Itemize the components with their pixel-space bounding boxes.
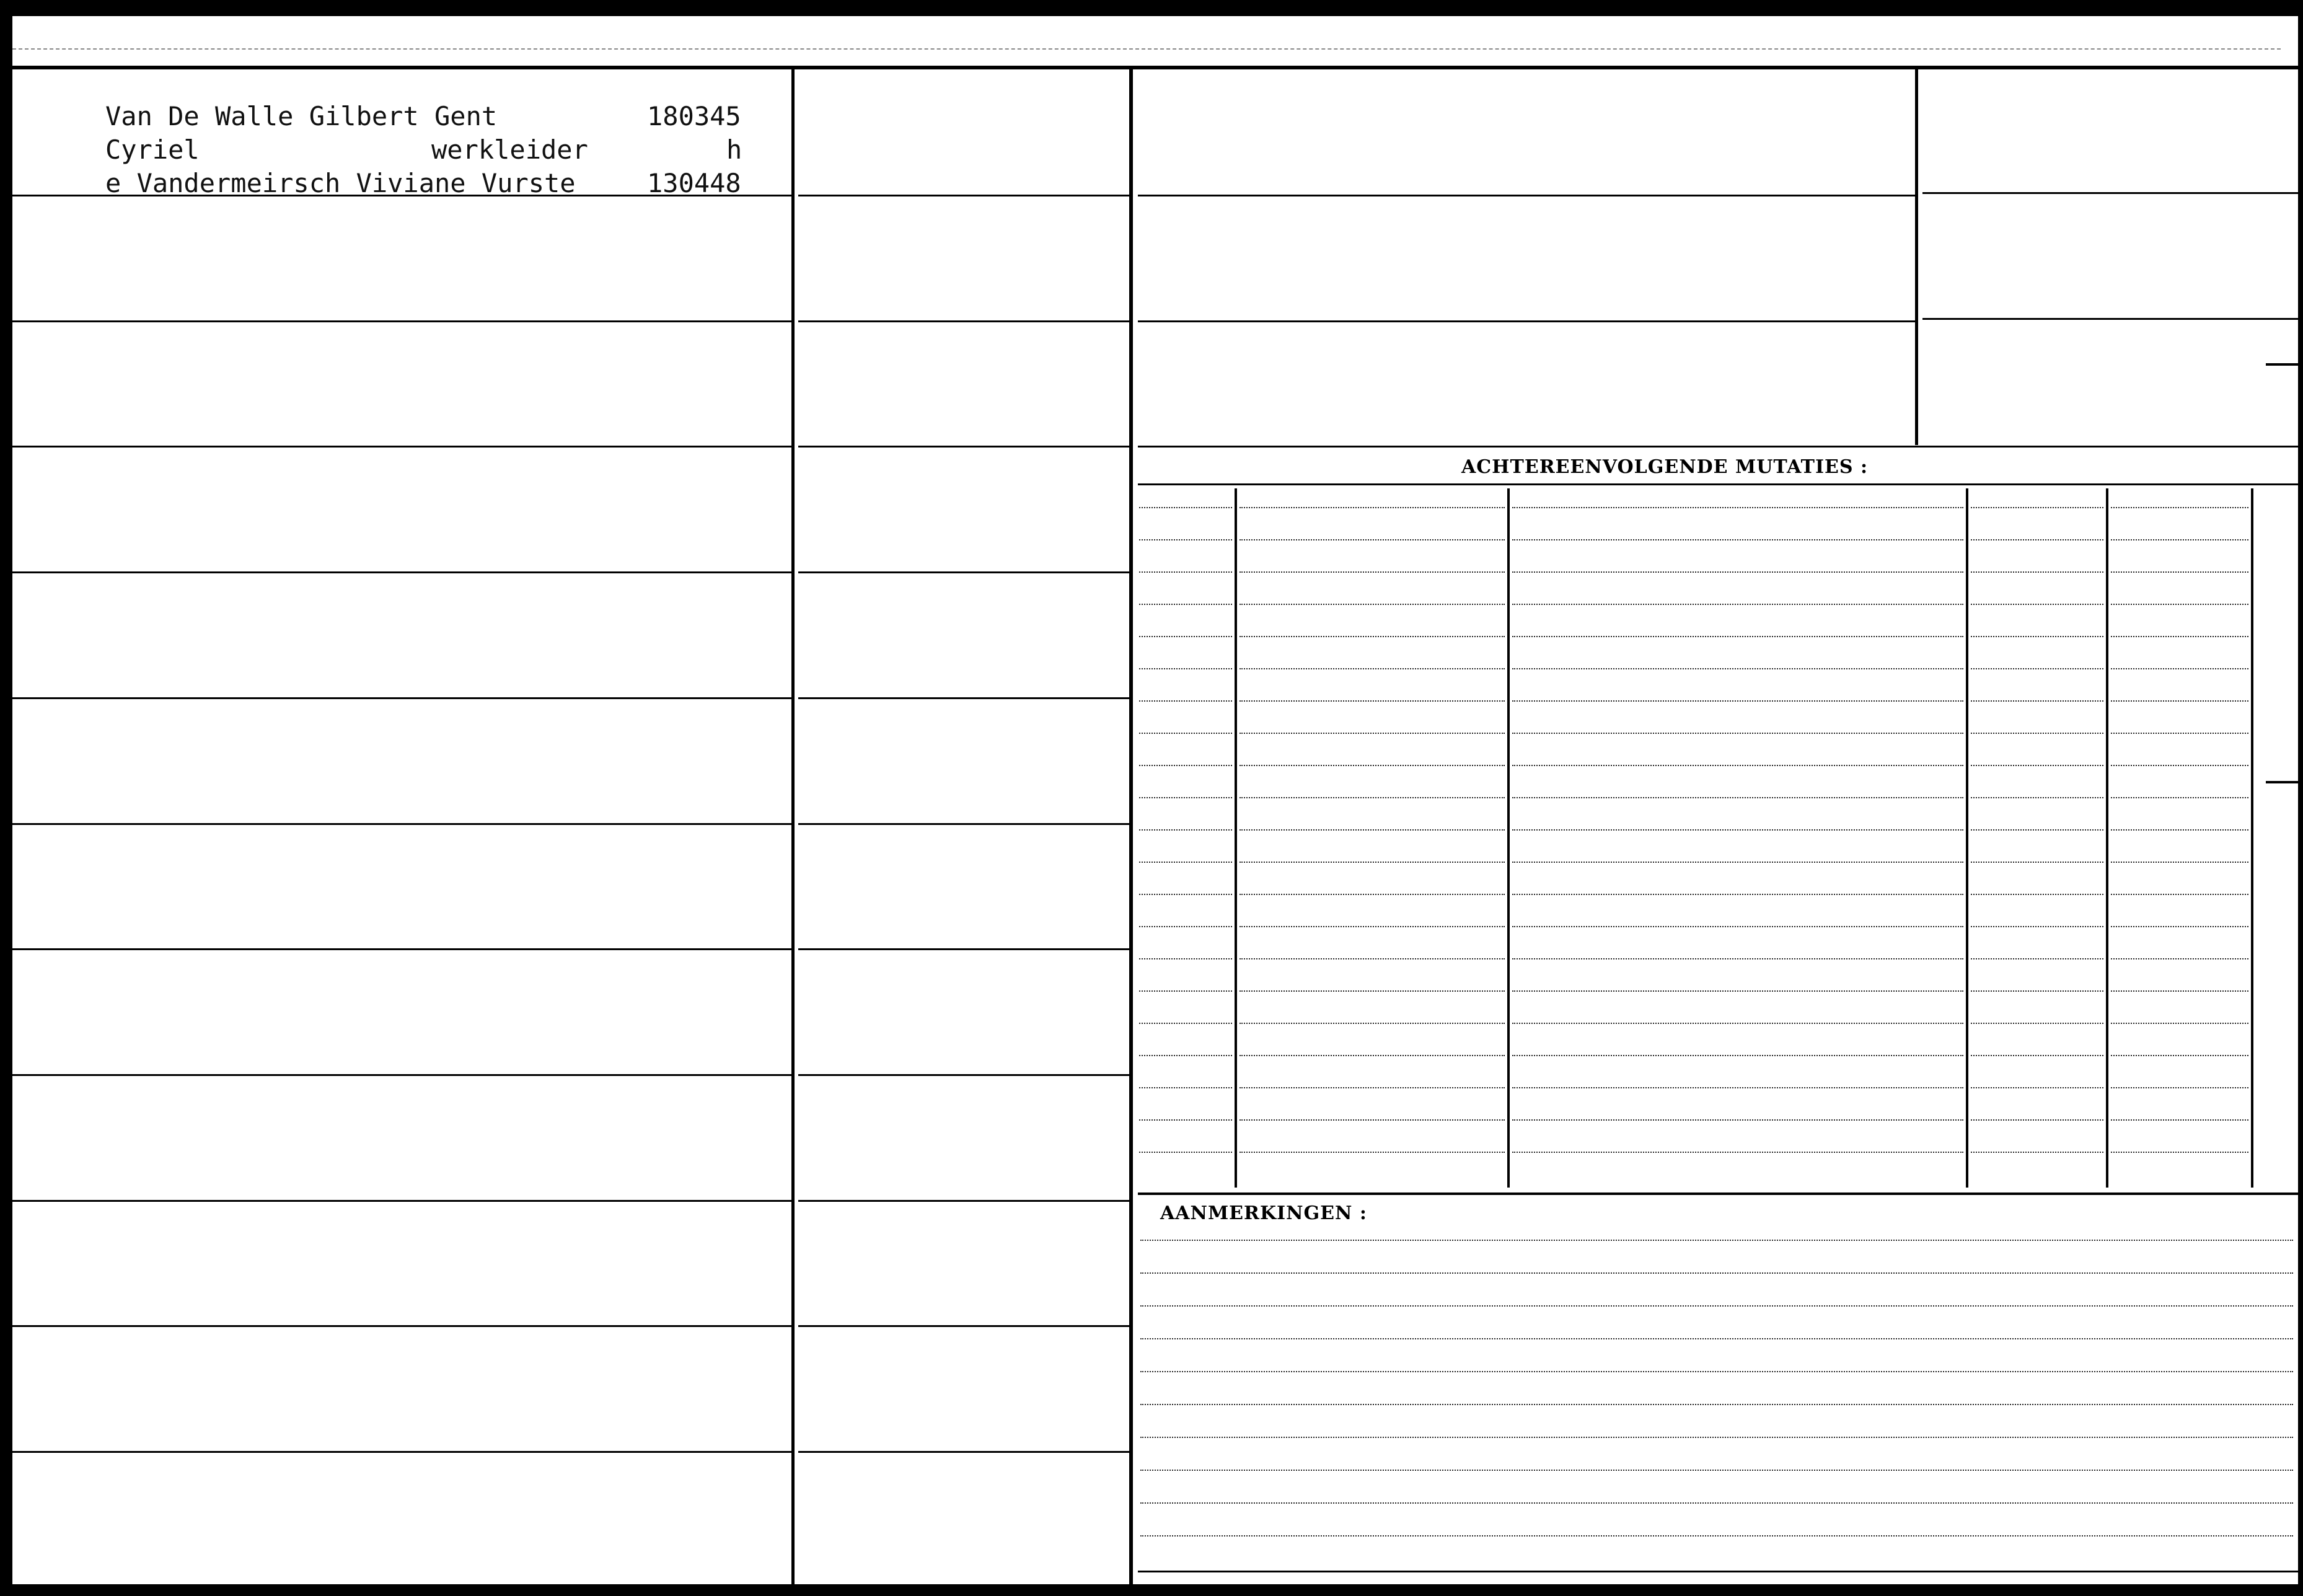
mutations-ruled-line bbox=[1971, 958, 2103, 959]
right-upper-rule bbox=[1138, 446, 2298, 447]
mutations-ruled-line bbox=[1512, 668, 1963, 669]
mutations-ruled-line bbox=[2111, 990, 2248, 992]
mutations-ruled-line bbox=[2111, 604, 2248, 605]
mutations-ruled-line bbox=[2111, 539, 2248, 540]
left-row-rule bbox=[12, 948, 791, 950]
mutations-ruled-line bbox=[1971, 894, 2103, 895]
mutations-ruled-line bbox=[1512, 829, 1963, 831]
mutations-ruled-line bbox=[1971, 539, 2103, 540]
mutations-ruled-line bbox=[1971, 1087, 2103, 1088]
mutations-ruled-line bbox=[1512, 507, 1963, 508]
middle-row-rule bbox=[798, 1074, 1129, 1076]
record-first-name: Cyriel bbox=[105, 134, 200, 165]
mutations-ruled-line bbox=[1512, 604, 1963, 605]
mutations-ruled-line bbox=[2111, 829, 2248, 831]
mutations-ruled-line bbox=[1240, 829, 1505, 831]
mutations-ruled-line bbox=[1971, 990, 2103, 992]
mutations-ruled-line bbox=[1139, 1119, 1232, 1121]
left-row-rule bbox=[12, 697, 791, 699]
mutations-ruled-line bbox=[1139, 926, 1232, 927]
mutations-ruled-line bbox=[1971, 733, 2103, 734]
mutations-column-divider bbox=[2106, 488, 2108, 1188]
record-spouse-name: e Vandermeirsch Viviane Vurste bbox=[105, 168, 576, 198]
mutations-ruled-line bbox=[2111, 958, 2248, 959]
mutations-ruled-line bbox=[1512, 1087, 1963, 1088]
mutations-ruled-line bbox=[1240, 604, 1505, 605]
mutations-ruled-line bbox=[1139, 700, 1232, 702]
mutations-ruled-line bbox=[1240, 1055, 1505, 1056]
mutations-ruled-line bbox=[2111, 507, 2248, 508]
remarks-ruled-line bbox=[1140, 1272, 2293, 1274]
right-bottom-rule bbox=[1138, 1571, 2298, 1572]
mutations-ruled-line bbox=[1512, 958, 1963, 959]
mutations-column-divider bbox=[1235, 488, 1237, 1188]
middle-row-rule bbox=[798, 823, 1129, 825]
mutations-ruled-line bbox=[1512, 1119, 1963, 1121]
record-card bbox=[12, 16, 2298, 1584]
remarks-ruled-line bbox=[1140, 1404, 2293, 1405]
mutations-ruled-line bbox=[1240, 958, 1505, 959]
middle-row-rule bbox=[798, 195, 1129, 196]
mutations-ruled-line bbox=[2111, 1055, 2248, 1056]
right-upper-rule bbox=[1922, 192, 2298, 194]
mutations-ruled-line bbox=[1240, 1023, 1505, 1024]
mutations-ruled-line bbox=[1240, 733, 1505, 734]
mutations-ruled-line bbox=[1512, 1152, 1963, 1153]
mutations-ruled-line bbox=[1512, 926, 1963, 927]
mutations-ruled-line bbox=[1139, 571, 1232, 573]
record-spouse-code: 130448 bbox=[647, 168, 741, 198]
mutations-ruled-line bbox=[1139, 894, 1232, 895]
mutations-ruled-line bbox=[1240, 539, 1505, 540]
edge-tick bbox=[2266, 363, 2298, 366]
middle-row-rule bbox=[798, 446, 1129, 447]
record-mark: h bbox=[726, 134, 742, 165]
remarks-ruled-line bbox=[1140, 1371, 2293, 1372]
right-upper-rule bbox=[1922, 318, 2298, 320]
mutations-ruled-line bbox=[2111, 636, 2248, 637]
middle-row-rule bbox=[798, 1200, 1129, 1202]
middle-row-rule bbox=[798, 571, 1129, 573]
mutations-ruled-line bbox=[1240, 926, 1505, 927]
mutations-ruled-line bbox=[1240, 990, 1505, 992]
top-rule bbox=[12, 66, 2298, 69]
mutations-ruled-line bbox=[1139, 829, 1232, 831]
mutations-bottom-rule bbox=[1138, 1193, 2298, 1195]
middle-row-rule bbox=[798, 948, 1129, 950]
mutations-ruled-line bbox=[1139, 1087, 1232, 1088]
mutations-ruled-line bbox=[2111, 862, 2248, 863]
mutations-column-divider bbox=[2251, 488, 2253, 1188]
mutations-ruled-line bbox=[1512, 1023, 1963, 1024]
mutations-ruled-line bbox=[1139, 507, 1232, 508]
mutations-ruled-line bbox=[2111, 1152, 2248, 1153]
mutations-ruled-line bbox=[1240, 700, 1505, 702]
mutations-ruled-line bbox=[1139, 958, 1232, 959]
mutations-ruled-line bbox=[1240, 1152, 1505, 1153]
mutations-ruled-line bbox=[1240, 1119, 1505, 1121]
mutations-ruled-line bbox=[1971, 604, 2103, 605]
mutations-ruled-line bbox=[1512, 765, 1963, 766]
mutations-ruled-line bbox=[1139, 636, 1232, 637]
mutations-ruled-line bbox=[1240, 668, 1505, 669]
mutations-ruled-line bbox=[1240, 1087, 1505, 1088]
left-column-divider bbox=[791, 69, 795, 1584]
mutations-ruled-line bbox=[1971, 797, 2103, 798]
mutations-ruled-line bbox=[1971, 700, 2103, 702]
mutations-ruled-line bbox=[2111, 1119, 2248, 1121]
mutations-ruled-line bbox=[1512, 700, 1963, 702]
mutations-ruled-line bbox=[1139, 733, 1232, 734]
remarks-heading: AANMERKINGEN : bbox=[1160, 1202, 1367, 1224]
middle-row-rule bbox=[798, 1325, 1129, 1327]
mutations-ruled-line bbox=[1971, 862, 2103, 863]
mutations-ruled-line bbox=[2111, 733, 2248, 734]
mutations-column-divider bbox=[1507, 488, 1510, 1188]
left-row-rule bbox=[12, 1074, 791, 1076]
remarks-ruled-line bbox=[1140, 1437, 2293, 1438]
middle-column-divider bbox=[1129, 69, 1133, 1584]
mutations-ruled-line bbox=[1512, 733, 1963, 734]
mutations-ruled-line bbox=[1240, 765, 1505, 766]
mutations-ruled-line bbox=[1512, 894, 1963, 895]
mutations-ruled-line bbox=[1512, 862, 1963, 863]
mutations-ruled-line bbox=[2111, 894, 2248, 895]
mutations-ruled-line bbox=[1139, 765, 1232, 766]
mutations-ruled-line bbox=[1512, 1055, 1963, 1056]
mutations-ruled-line bbox=[1971, 668, 2103, 669]
record-occupation: werkleider bbox=[431, 134, 588, 165]
right-upper-divider bbox=[1915, 69, 1918, 445]
mutations-ruled-line bbox=[1139, 797, 1232, 798]
remarks-ruled-line bbox=[1140, 1305, 2293, 1307]
record-line-name: Van De Walle Gilbert Gent bbox=[105, 101, 498, 131]
remarks-ruled-line bbox=[1140, 1338, 2293, 1339]
mutations-ruled-line bbox=[1971, 829, 2103, 831]
right-upper-rule bbox=[1138, 195, 1915, 196]
mutations-ruled-line bbox=[1971, 636, 2103, 637]
right-upper-rule bbox=[1138, 320, 1915, 322]
mutations-ruled-line bbox=[1240, 571, 1505, 573]
remarks-ruled-line bbox=[1140, 1470, 2293, 1471]
mutations-ruled-line bbox=[1512, 636, 1963, 637]
mutations-ruled-line bbox=[2111, 765, 2248, 766]
mutations-ruled-line bbox=[1139, 1152, 1232, 1153]
top-faint-strip bbox=[12, 48, 2281, 50]
left-row-rule bbox=[12, 823, 791, 825]
left-row-rule bbox=[12, 1451, 791, 1453]
mutations-ruled-line bbox=[1971, 926, 2103, 927]
mutations-ruled-line bbox=[2111, 1087, 2248, 1088]
middle-row-rule bbox=[798, 1451, 1129, 1453]
mutations-ruled-line bbox=[1139, 668, 1232, 669]
left-row-rule bbox=[12, 571, 791, 573]
mutations-ruled-line bbox=[1139, 990, 1232, 992]
middle-row-rule bbox=[798, 697, 1129, 699]
mutations-ruled-line bbox=[2111, 926, 2248, 927]
mutations-ruled-line bbox=[1971, 1023, 2103, 1024]
record-line-code: 180345 bbox=[647, 101, 741, 131]
mutations-ruled-line bbox=[1971, 1055, 2103, 1056]
mutations-ruled-line bbox=[1971, 1119, 2103, 1121]
mutations-ruled-line bbox=[1139, 862, 1232, 863]
mutations-ruled-line bbox=[2111, 1023, 2248, 1024]
mutations-ruled-line bbox=[1139, 1055, 1232, 1056]
edge-tick bbox=[2266, 781, 2298, 783]
mutations-ruled-line bbox=[1512, 990, 1963, 992]
mutations-ruled-line bbox=[1512, 797, 1963, 798]
mutations-ruled-line bbox=[2111, 571, 2248, 573]
mutations-ruled-line bbox=[1512, 571, 1963, 573]
mutations-ruled-line bbox=[1971, 765, 2103, 766]
mutations-ruled-line bbox=[1240, 797, 1505, 798]
remarks-ruled-line bbox=[1140, 1502, 2293, 1504]
mutations-ruled-line bbox=[1971, 571, 2103, 573]
mutations-top-rule bbox=[1138, 483, 2298, 485]
mutations-ruled-line bbox=[1139, 604, 1232, 605]
mutations-ruled-line bbox=[1240, 862, 1505, 863]
remarks-ruled-line bbox=[1140, 1535, 2293, 1536]
middle-row-rule bbox=[798, 320, 1129, 322]
mutations-ruled-line bbox=[1139, 539, 1232, 540]
mutations-ruled-line bbox=[1971, 507, 2103, 508]
mutations-ruled-line bbox=[1240, 507, 1505, 508]
mutations-ruled-line bbox=[2111, 700, 2248, 702]
mutations-ruled-line bbox=[1240, 636, 1505, 637]
mutations-ruled-line bbox=[1971, 1152, 2103, 1153]
left-row-rule bbox=[12, 1200, 791, 1202]
mutations-ruled-line bbox=[2111, 797, 2248, 798]
mutations-heading: ACHTEREENVOLGENDE MUTATIES : bbox=[1461, 456, 1869, 478]
remarks-ruled-line bbox=[1140, 1240, 2293, 1241]
mutations-ruled-line bbox=[1240, 894, 1505, 895]
mutations-ruled-line bbox=[2111, 668, 2248, 669]
left-row-rule bbox=[12, 320, 791, 322]
left-row-rule bbox=[12, 1325, 791, 1327]
mutations-column-divider bbox=[1966, 488, 1968, 1188]
left-row-rule bbox=[12, 446, 791, 447]
mutations-ruled-line bbox=[1139, 1023, 1232, 1024]
mutations-ruled-line bbox=[1512, 539, 1963, 540]
